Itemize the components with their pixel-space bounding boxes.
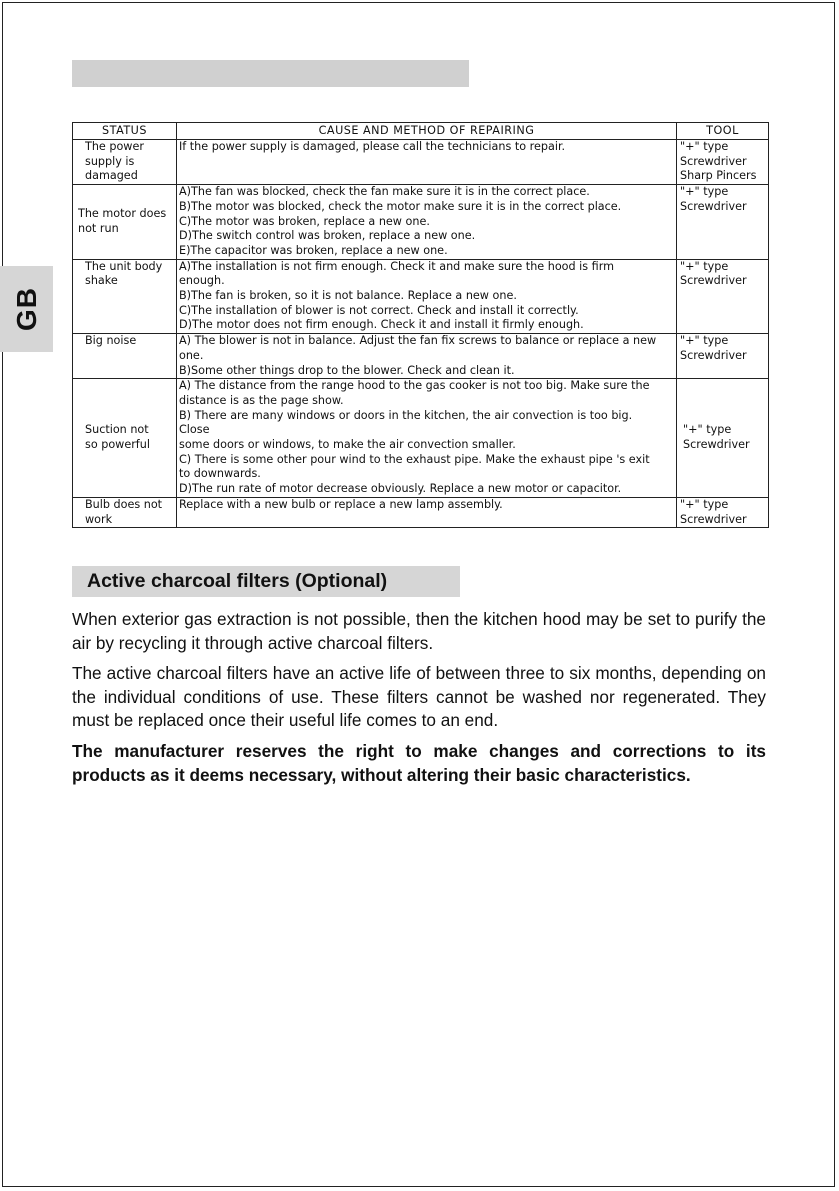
status-line: work — [85, 512, 113, 526]
cause-cell — [177, 185, 677, 260]
tool-header: TOOL — [677, 123, 769, 140]
status-line: The unit body — [85, 259, 163, 273]
cause-line: C)The installation of blower is not correct. Check and install it correctly. — [179, 303, 579, 317]
tool-line: "+" type — [680, 185, 729, 199]
status-line: shake — [85, 274, 118, 288]
cause-line: D)The run rate of motor decrease obviously. Replace a new motor or capacitor. — [179, 482, 622, 496]
status-cell — [73, 259, 177, 334]
status-line: The motor does — [78, 207, 167, 221]
status-header: STATUS — [73, 123, 177, 140]
tool-cell — [677, 334, 769, 379]
table-row — [73, 259, 769, 334]
cause-line: enough. — [179, 274, 225, 288]
cause-line: B)Some other things drop to the blower. Check and clean it. — [179, 363, 515, 377]
cause-line: A) The blower is not in balance. Adjust the fan fix screws to balance or replace a new — [179, 334, 657, 348]
cause-line: C) There is some other pour wind to the exhaust pipe. Make the exhaust pipe 's exit — [179, 452, 650, 466]
cause-line: B)The motor was blocked, check the motor make sure it is in the correct place. — [179, 199, 622, 213]
table-header-row — [73, 123, 769, 140]
status-cell — [73, 497, 177, 527]
status-line: The power — [85, 140, 144, 153]
cause-cell — [177, 259, 677, 334]
tool-line: Screwdriver — [680, 199, 747, 213]
troubleshooting-table — [72, 122, 769, 528]
cause-line: A)The installation is not firm enough. Check it and make sure the hood is firm — [179, 259, 615, 273]
tool-cell — [677, 497, 769, 527]
status-cell — [73, 334, 177, 379]
table-row — [73, 334, 769, 379]
cause-line: Close — [179, 423, 210, 437]
tool-line: "+" type — [680, 259, 729, 273]
tool-line: Sharp Pincers — [680, 169, 757, 183]
cause-cell — [177, 497, 677, 527]
cause-line: B) There are many windows or doors in the kitchen, the air convection is too big. — [179, 408, 633, 422]
cause-line: C)The motor was broken, replace a new one. — [179, 214, 430, 228]
cause-line: distance is as the page show. — [179, 393, 344, 407]
tool-line: Screwdriver — [683, 438, 750, 452]
cause-line: A) The distance from the range hood to the gas cooker is not too big. Make sure the — [179, 379, 650, 393]
cause-line: E)The capacitor was broken, replace a new one. — [179, 243, 448, 257]
tool-line: "+" type — [680, 334, 729, 348]
tool-line: "+" type — [680, 497, 729, 511]
tool-cell — [677, 185, 769, 260]
tool-cell — [677, 140, 769, 185]
tool-cell — [677, 379, 769, 498]
cause-line: D)The motor does not firm enough. Check it and install it firmly enough. — [179, 318, 584, 332]
tool-line: Screwdriver — [680, 154, 747, 168]
status-cell — [73, 140, 177, 185]
cause-line: B)The fan is broken, so it is not balance. Replace a new one. — [179, 289, 517, 303]
table-row — [73, 185, 769, 260]
cause-line: to downwards. — [179, 467, 261, 481]
status-line: not run — [78, 221, 119, 235]
status-line: Suction not — [85, 423, 149, 437]
cause-line: D)The switch control was broken, replace a new one. — [179, 229, 476, 243]
cause-cell — [177, 334, 677, 379]
charcoal-paragraph-1: When exterior gas extraction is not possible, then the kitchen hood may be set to purify the air by recycling it through active charcoal filters. — [72, 609, 766, 653]
table-row — [73, 140, 769, 185]
tool-line: Screwdriver — [680, 274, 747, 288]
cause-line: A)The fan was blocked, check the fan make sure it is in the correct place. — [179, 185, 590, 199]
tool-line: Screwdriver — [680, 348, 747, 362]
status-line: Big noise — [85, 334, 137, 348]
table-row — [73, 379, 769, 498]
status-cell — [73, 379, 177, 498]
cause-line: one. — [179, 348, 204, 362]
tool-line: Screwdriver — [680, 512, 747, 526]
cause-cell — [177, 379, 677, 498]
charcoal-paragraph-2: The active charcoal filters have an active life of between three to six months, depending on the individual conditions of use. These filters cannot be washed nor regenerated. They must be replaced once their useful life comes to an end. — [72, 663, 766, 730]
status-line: so powerful — [85, 438, 150, 452]
status-line: Bulb does not — [85, 497, 163, 511]
language-tab-label: GB — [10, 287, 42, 331]
tool-cell — [677, 259, 769, 334]
tool-line: "+" type — [680, 140, 729, 153]
status-cell — [73, 185, 177, 260]
status-line: damaged — [85, 169, 138, 183]
table-row — [73, 497, 769, 527]
section-header-bar — [72, 60, 469, 87]
language-tab — [0, 266, 53, 352]
cause-line: some doors or windows, to make the air convection smaller. — [179, 438, 516, 452]
cause-line: If the power supply is damaged, please call the technicians to repair. — [179, 140, 566, 153]
charcoal-section-title: Active charcoal filters (Optional) — [87, 570, 388, 592]
status-line: supply is — [85, 154, 135, 168]
cause-header: CAUSE AND METHOD OF REPAIRING — [177, 123, 677, 140]
cause-line: Replace with a new bulb or replace a new lamp assembly. — [179, 497, 503, 511]
manufacturer-notice: The manufacturer reserves the right to make changes and corrections to its products as it deems necessary, without altering their basic characteristics. — [72, 741, 766, 785]
cause-cell — [177, 140, 677, 185]
tool-line: "+" type — [683, 423, 732, 437]
